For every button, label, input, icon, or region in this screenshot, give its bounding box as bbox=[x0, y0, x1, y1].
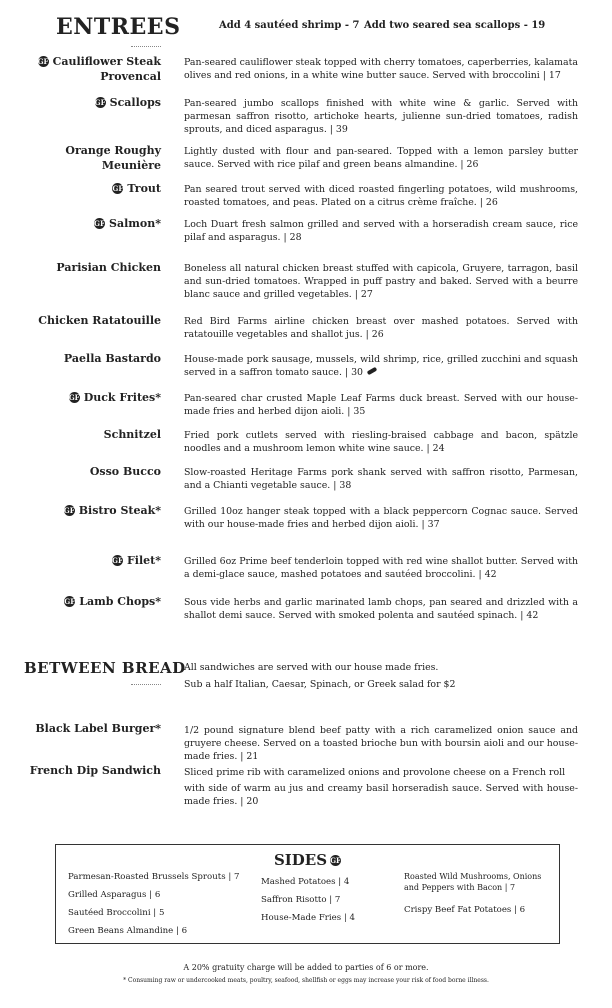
menu-item-description-text: Pan-seared cauliflower steak topped with cherry tomatoes, caperberries, kalamata olives and red onions, in a white wine butter sauce. Served with broccolini | 17 bbox=[184, 57, 578, 81]
menu-item-description-continued: with side of warm au jus and creamy basil horseradish sauce. Served with house-made fries. | 20 bbox=[184, 783, 578, 807]
side-item: Grilled Asparagus | 6 bbox=[68, 890, 161, 900]
menu-item-description bbox=[184, 145, 578, 171]
menu-item-name bbox=[21, 553, 161, 568]
menu-item-description-text: Red Bird Farms airline chicken breast over mashed potatoes. Served with ratatouille vegetables and shallot jus. | 26 bbox=[184, 316, 578, 340]
gluten-free-icon: GF bbox=[112, 556, 123, 565]
sides-title bbox=[56, 851, 559, 869]
menu-item-name-text: Salmon* bbox=[109, 217, 161, 230]
menu-item-description: 1/2 pound signature blend beef patty with a rich caramelized onion sauce and gruyere cheese. Served on a toasted brioche bun with boursin aioli and our house-made fries. | 21 bbox=[184, 725, 578, 762]
menu-item-description-text: Boneless all natural chicken breast stuffed with capicola, Gruyere, tarragon, basil and sun-dried tomatoes. Wrapped in puff pastry and baked. Served with a beurre blanc sauce and grilled vegetables. | 27 bbox=[184, 263, 578, 300]
menu-item-name-text: Filet* bbox=[127, 554, 161, 567]
menu-item-description bbox=[184, 262, 578, 301]
menu-item-description-text: Slow-roasted Heritage Farms pork shank served with saffron risotto, Parmesan, and a Chianti vegetable sauce. | 38 bbox=[184, 467, 578, 491]
side-item: Sautéed Broccolini | 5 bbox=[68, 908, 165, 918]
sandwich-fries-note: All sandwiches are served with our house made fries. bbox=[184, 662, 439, 673]
menu-item-name-text: Schnitzel bbox=[103, 428, 161, 441]
sides-title-text: SIDES bbox=[273, 851, 328, 869]
menu-item-description-text: Pan-seared char crusted Maple Leaf Farms duck breast. Served with our house-made fries and herbed dijon aioli. | 35 bbox=[184, 393, 578, 417]
gluten-free-icon: GF bbox=[94, 98, 106, 107]
menu-item-name-text: Paella Bastardo bbox=[63, 352, 161, 365]
menu-item-description bbox=[184, 505, 578, 531]
food-safety-warning: * Consuming raw or undercooked meats, poultry, seafood, shellfish or eggs may increase your risk of food borne illness. bbox=[123, 977, 489, 984]
menu-item-name-text: Orange Roughy Meunière bbox=[65, 144, 161, 172]
entrees-title: ENTREES bbox=[56, 14, 181, 40]
menu-item-name bbox=[21, 54, 161, 84]
menu-item-name bbox=[21, 143, 161, 173]
gluten-free-icon: GF bbox=[330, 856, 342, 865]
menu-item-name bbox=[21, 503, 161, 518]
menu-item-name bbox=[21, 594, 161, 609]
menu-item-description bbox=[184, 466, 578, 492]
side-item: Roasted Wild Mushrooms, Onions and Peppers with Bacon | 7 bbox=[404, 872, 542, 892]
menu-item-description-text: Sous vide herbs and garlic marinated lamb chops, pan seared and drizzled with a shallot demi sauce. Served with smoked polenta and sautéed spinach. | 42 bbox=[184, 597, 578, 621]
menu-item-name-text: Scallops bbox=[109, 96, 161, 109]
menu-item-name: Black Label Burger* bbox=[35, 722, 161, 735]
side-item: House-Made Fries | 4 bbox=[261, 913, 355, 923]
side-item: Parmesan-Roasted Brussels Sprouts | 7 bbox=[68, 872, 240, 882]
between-bread-title-rule bbox=[131, 684, 161, 685]
menu-item-description-text: House-made pork sausage, mussels, wild shrimp, rice, grilled zucchini and squash served in a saffron tomato sauce. | 30 bbox=[184, 354, 578, 378]
side-item: Crispy Beef Fat Potatoes | 6 bbox=[404, 905, 526, 915]
menu-item-description-text: Grilled 10oz hanger steak topped with a black peppercorn Cognac sauce. Served with our house-made fries and herbed dijon aioli. | 37 bbox=[184, 506, 578, 530]
menu-item-description bbox=[184, 392, 578, 418]
sides-box bbox=[55, 844, 560, 944]
menu-item-name-text: Cauliflower Steak Provencal bbox=[52, 55, 161, 83]
menu-item-name bbox=[21, 216, 161, 231]
menu-item-description-text: Fried pork cutlets served with riesling-braised cabbage and bacon, spätzle noodles and a mushroom lemon white wine sauce. | 24 bbox=[184, 430, 578, 454]
spicy-pepper-icon bbox=[367, 367, 378, 375]
gluten-free-icon: GF bbox=[94, 219, 105, 228]
menu-item-name-text: Duck Frites* bbox=[83, 391, 161, 404]
menu-item-name-text: Bistro Steak* bbox=[78, 504, 161, 517]
menu-item-name-text: Parisian Chicken bbox=[56, 261, 161, 274]
menu-item-description bbox=[184, 596, 578, 622]
menu-item-description bbox=[184, 56, 578, 82]
side-item: Mashed Potatoes | 4 bbox=[261, 877, 350, 887]
menu-item-name: French Dip Sandwich bbox=[29, 764, 161, 777]
menu-item-description bbox=[184, 97, 578, 136]
menu-item-description bbox=[184, 218, 578, 244]
menu-item-name bbox=[21, 313, 161, 328]
gluten-free-icon: GF bbox=[37, 57, 49, 66]
menu-item-name bbox=[21, 260, 161, 275]
gluten-free-icon: GF bbox=[64, 597, 76, 606]
between-bread-title: BETWEEN BREAD bbox=[24, 659, 186, 677]
menu-item-name-text: Osso Bucco bbox=[89, 465, 161, 478]
menu-item-description bbox=[184, 183, 578, 209]
gluten-free-icon: GF bbox=[63, 506, 75, 515]
menu-item-name bbox=[21, 95, 161, 110]
menu-item-name bbox=[21, 427, 161, 442]
addon-shrimp: Add 4 sautéed shrimp - 7 bbox=[219, 20, 360, 31]
menu-item-description-text: Pan-seared jumbo scallops finished with white wine & garlic. Served with parmesan saffron risotto, artichoke hearts, julienne sun-dried tomatoes, radish sprouts, and diced asparagus. | 39 bbox=[184, 98, 578, 135]
menu-item-name bbox=[21, 390, 161, 405]
menu-item-name bbox=[21, 181, 161, 196]
menu-item-description-text: Loch Duart fresh salmon grilled and served with a horseradish cream sauce, rice pilaf and asparagus. | 28 bbox=[184, 219, 578, 243]
menu-item-name bbox=[21, 351, 161, 366]
gluten-free-icon: GF bbox=[112, 184, 124, 193]
entrees-title-rule bbox=[131, 46, 161, 47]
side-item: Green Beans Almandine | 6 bbox=[68, 926, 188, 936]
menu-item-description-text: Grilled 6oz Prime beef tenderloin topped with red wine shallot butter. Served with a demi-glace sauce, mashed potatoes and sautéed broccolini. | 42 bbox=[184, 556, 578, 580]
menu-item-name-text: Chicken Ratatouille bbox=[38, 314, 161, 327]
side-item: Saffron Risotto | 7 bbox=[261, 895, 341, 905]
menu-item-description: Sliced prime rib with caramelized onions and provolone cheese on a French roll bbox=[184, 767, 566, 778]
menu-item-description bbox=[184, 429, 578, 455]
menu-item-name-text: Trout bbox=[127, 182, 161, 195]
gluten-free-icon: GF bbox=[68, 393, 80, 402]
menu-item-name bbox=[21, 464, 161, 479]
menu-item-description bbox=[184, 555, 578, 581]
gratuity-note: A 20% gratuity charge will be added to parties of 6 or more. bbox=[183, 963, 429, 972]
menu-item-description bbox=[184, 315, 578, 341]
menu-item-description-text: Lightly dusted with flour and pan-seared. Topped with a lemon parsley butter sauce. Served with rice pilaf and green beans almandine. | 26 bbox=[184, 146, 578, 170]
menu-item-description bbox=[184, 353, 578, 379]
menu-item-description-text: Pan seared trout served with diced roasted fingerling potatoes, wild mushrooms, roasted tomatoes, and peas. Plated on a citrus crème fraîche. | 26 bbox=[184, 184, 578, 208]
menu-item-name-text: Lamb Chops* bbox=[79, 595, 161, 608]
addon-scallops: Add two seared sea scallops - 19 bbox=[364, 20, 546, 31]
salad-sub-note: Sub a half Italian, Caesar, Spinach, or Greek salad for $2 bbox=[184, 679, 456, 690]
